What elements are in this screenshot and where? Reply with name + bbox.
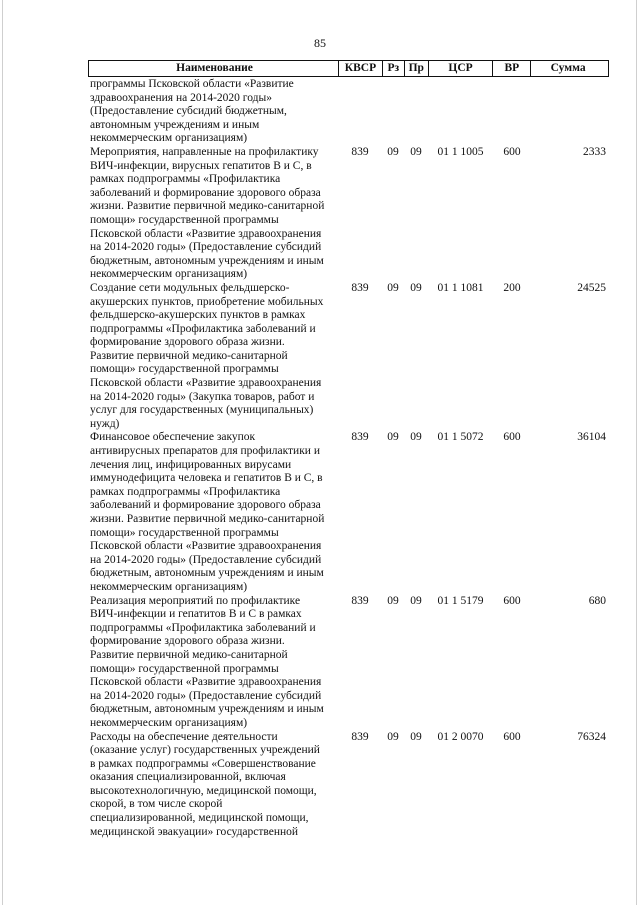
row-csr: 01 1 1005: [437, 145, 484, 158]
row-csr: 01 2 0070: [437, 730, 484, 743]
row-rz: 09: [387, 594, 399, 607]
row-pr: 09: [410, 730, 422, 743]
row-pr: 09: [410, 431, 422, 444]
row-rz: 09: [387, 730, 399, 743]
row-csr: 01 1 1081: [437, 281, 484, 294]
row-kvsr: 839: [351, 281, 369, 294]
table-row: [88, 731, 609, 840]
row-name: Мероприятия, направленные на профилактику ВИЧ-инфекции, вирусных гепатитов В и С, в рамках подпрограммы «Профилактика заболеваний и формирование здорового образа жизни. Развитие первичной медико-санитарной помощи» государственной программы Псковской области «Развитие здравоохранения на 2014-2020 годы» (Предоставление субсидий бюджетным, автономным учреждениям и иным некоммерческим организациям): [90, 145, 325, 281]
row-sum: 76324: [577, 730, 606, 743]
table-row: [88, 282, 609, 432]
row-pr: 09: [410, 594, 422, 607]
row-rz: 09: [387, 431, 399, 444]
row-kvsr: 839: [351, 431, 369, 444]
row-vr: 600: [503, 594, 521, 607]
row-kvsr: [338, 78, 382, 146]
row-csr: 01 1 5179: [437, 594, 484, 607]
table-row: [88, 146, 609, 282]
row-vr: 600: [503, 145, 521, 158]
row-sum: 24525: [577, 281, 606, 294]
page-right-edge: [636, 0, 637, 905]
header-pr: Пр: [404, 61, 428, 76]
budget-table: [88, 60, 609, 839]
row-name: Создание сети модульных фельдшерско- акушерских пунктов, приобретение мобильных фельдшерско-акушерских пунктов в рамках подпрограммы «Профилактика заболеваний и формирование здорового образа жизни. Развитие первичной медико-санитарной помощи» государственной программы Псковской области «Развитие здравоохранения на 2014-2020 годы» (Закупка товаров, работ и услуг для государственных (муниципальных) нужд): [90, 281, 324, 430]
page-number: 85: [314, 36, 326, 50]
header-name: Наименование: [176, 62, 253, 74]
row-pr: 09: [410, 281, 422, 294]
row-kvsr: 839: [351, 730, 369, 743]
row-rz: 09: [387, 145, 399, 158]
row-kvsr: 839: [351, 594, 369, 607]
row-name: Финансовое обеспечение закупок антивирусных препаратов для профилактики и лечения лиц, инфицированных вирусами иммунодефицита человека и гепатитов В и С, в рамках подпрограммы «Профилактика заболеваний и формирование здорового образа жизни. Развитие первичной медико-санитарной помощи» государственной программы Псковской области «Развитие здравоохранения на 2014-2020 годы» (Предоставление субсидий бюджетным, автономным учреждениям и иным некоммерческим организациям): [90, 431, 325, 593]
row-name: Реализация мероприятий по профилактике ВИЧ-инфекции и гепатитов В и С в рамках подпрограммы «Профилактика заболеваний и формирование здорового образа жизни. Развитие первичной медико-санитарной помощи» государственной программы Псковской области «Развитие здравоохранения на 2014-2020 годы» (Предоставление субсидий бюджетным, автономным учреждениям и иным некоммерческим организациям): [90, 594, 324, 729]
row-sum: [531, 78, 609, 146]
header-kvsr: КВСР: [338, 61, 382, 76]
header-vr: ВР: [492, 61, 530, 76]
row-rz: [382, 78, 404, 146]
row-name: программы Псковской области «Развитие здравоохранения на 2014-2020 годы» (Предоставление субсидий бюджетным, автономным учреждениям и иным некоммерческим организациям): [90, 78, 294, 145]
row-vr: [493, 78, 531, 146]
row-vr: 200: [503, 281, 521, 294]
row-sum: 2333: [583, 145, 606, 158]
row-name: Расходы на обеспечение деятельности (оказание услуг) государственных учреждений в рамках подпрограммы «Совершенствование оказания специализированной, включая высокотехнологичную, медицинской помощи, скорой, в том числе скорой специализированной, медицинской помощи, медицинской эвакуации» государственной: [90, 730, 320, 838]
row-csr: [428, 78, 493, 146]
row-vr: 600: [503, 431, 521, 444]
header-csr: ЦСР: [428, 61, 493, 76]
row-vr: 600: [503, 730, 521, 743]
header-rz: Рз: [382, 61, 404, 76]
row-pr: 09: [410, 145, 422, 158]
row-rz: 09: [387, 281, 399, 294]
row-pr: [404, 78, 428, 146]
page-left-edge: [2, 0, 3, 905]
table-row: [88, 595, 609, 731]
table-header: [88, 60, 609, 77]
row-sum: 36104: [577, 431, 606, 444]
table-row: [88, 78, 609, 146]
row-sum: 680: [588, 594, 606, 607]
row-csr: 01 1 5072: [437, 431, 484, 444]
table-row: [88, 431, 609, 594]
header-sum: Сумма: [530, 61, 608, 76]
row-kvsr: 839: [351, 145, 369, 158]
